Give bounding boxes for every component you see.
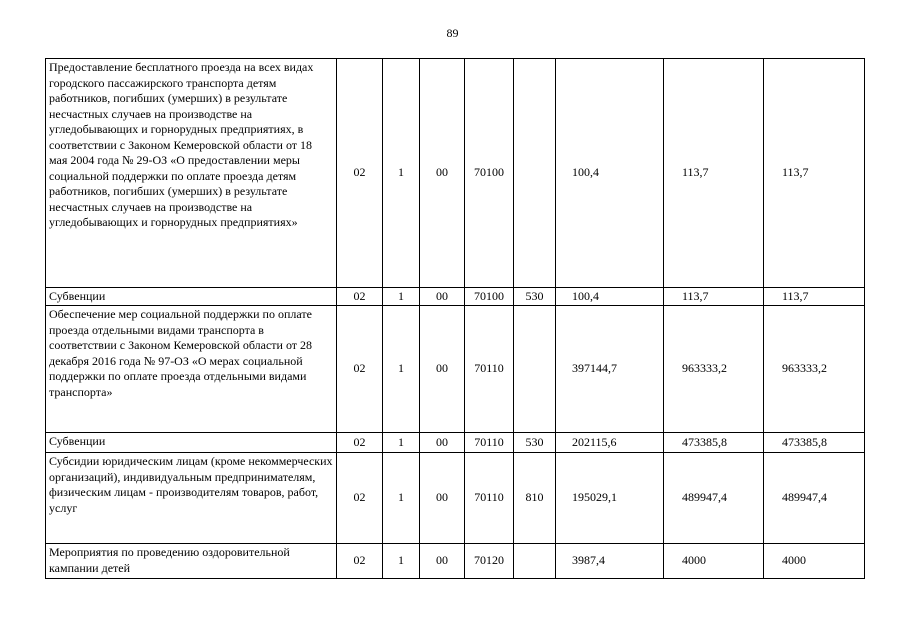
cell-code-5 — [514, 306, 556, 433]
cell-code-4: 70100 — [465, 288, 514, 306]
cell-code-5 — [514, 544, 556, 579]
cell-code-2: 1 — [383, 453, 420, 544]
row-name: Предоставление бесплатного проезда на всех видах городского пассажирского транспорта детям работников, погибших (умерших) в результате несчастных случаев на производстве на угледобывающих и горнорудных предприятиях, в соответствии с Законом Кемеровской области от 18 мая 2004 года № 29-ОЗ «О предоставлении меры социальной поддержки по оплате проезда детям работников, погибших (умерших) в результате несчастных случаев на производстве на угледобывающих и горнорудных предприятиях» — [46, 59, 337, 288]
cell-code-5: 530 — [514, 288, 556, 306]
cell-code-2: 1 — [383, 544, 420, 579]
cell-value-2: 489947,4 — [664, 453, 764, 544]
cell-code-1: 02 — [337, 288, 383, 306]
page-number: 89 — [446, 26, 459, 40]
cell-code-4: 70120 — [465, 544, 514, 579]
row-name: Субвенции — [46, 433, 337, 453]
cell-code-5 — [514, 59, 556, 288]
cell-code-4: 70100 — [465, 59, 514, 288]
cell-value-1: 202115,6 — [556, 433, 664, 453]
cell-code-1: 02 — [337, 59, 383, 288]
table-row — [46, 544, 865, 579]
cell-value-3: 473385,8 — [764, 433, 865, 453]
row-name: Субвенции — [46, 288, 337, 306]
row-name: Субсидии юридическим лицам (кроме некоммерческих организаций), индивидуальным предпринимателям, физическим лицам - производителям товаров, работ, услуг — [46, 453, 337, 544]
cell-code-1: 02 — [337, 306, 383, 433]
budget-table — [45, 58, 865, 579]
cell-value-2: 113,7 — [664, 288, 764, 306]
cell-value-2: 473385,8 — [664, 433, 764, 453]
cell-value-1: 397144,7 — [556, 306, 664, 433]
table-row — [46, 433, 865, 453]
table-row — [46, 453, 865, 544]
cell-code-5: 530 — [514, 433, 556, 453]
cell-code-2: 1 — [383, 433, 420, 453]
cell-value-1: 195029,1 — [556, 453, 664, 544]
cell-code-3: 00 — [420, 306, 465, 433]
table-row — [46, 288, 865, 306]
cell-value-3: 963333,2 — [764, 306, 865, 433]
cell-value-3: 489947,4 — [764, 453, 865, 544]
row-name: Мероприятия по проведению оздоровительной кампании детей — [46, 544, 337, 579]
row-name: Обеспечение мер социальной поддержки по оплате проезда отдельными видами транспорта в соответствии с Законом Кемеровской области от 28 декабря 2016 года № 97-ОЗ «О мерах социальной поддержки по оплате проезда отдельными видами транспорта» — [46, 306, 337, 433]
cell-code-3: 00 — [420, 453, 465, 544]
cell-value-2: 113,7 — [664, 59, 764, 288]
cell-code-2: 1 — [383, 306, 420, 433]
cell-code-3: 00 — [420, 544, 465, 579]
cell-value-2: 963333,2 — [664, 306, 764, 433]
cell-value-1: 100,4 — [556, 288, 664, 306]
cell-value-3: 113,7 — [764, 288, 865, 306]
cell-code-1: 02 — [337, 544, 383, 579]
cell-code-4: 70110 — [465, 306, 514, 433]
cell-code-3: 00 — [420, 433, 465, 453]
cell-code-2: 1 — [383, 59, 420, 288]
cell-value-3: 113,7 — [764, 59, 865, 288]
cell-code-1: 02 — [337, 433, 383, 453]
cell-code-4: 70110 — [465, 453, 514, 544]
cell-value-1: 100,4 — [556, 59, 664, 288]
cell-code-5: 810 — [514, 453, 556, 544]
cell-value-2: 4000 — [664, 544, 764, 579]
cell-code-2: 1 — [383, 288, 420, 306]
cell-value-1: 3987,4 — [556, 544, 664, 579]
table-row — [46, 59, 865, 288]
cell-value-3: 4000 — [764, 544, 865, 579]
cell-code-1: 02 — [337, 453, 383, 544]
table-row — [46, 306, 865, 433]
cell-code-4: 70110 — [465, 433, 514, 453]
cell-code-3: 00 — [420, 288, 465, 306]
cell-code-3: 00 — [420, 59, 465, 288]
